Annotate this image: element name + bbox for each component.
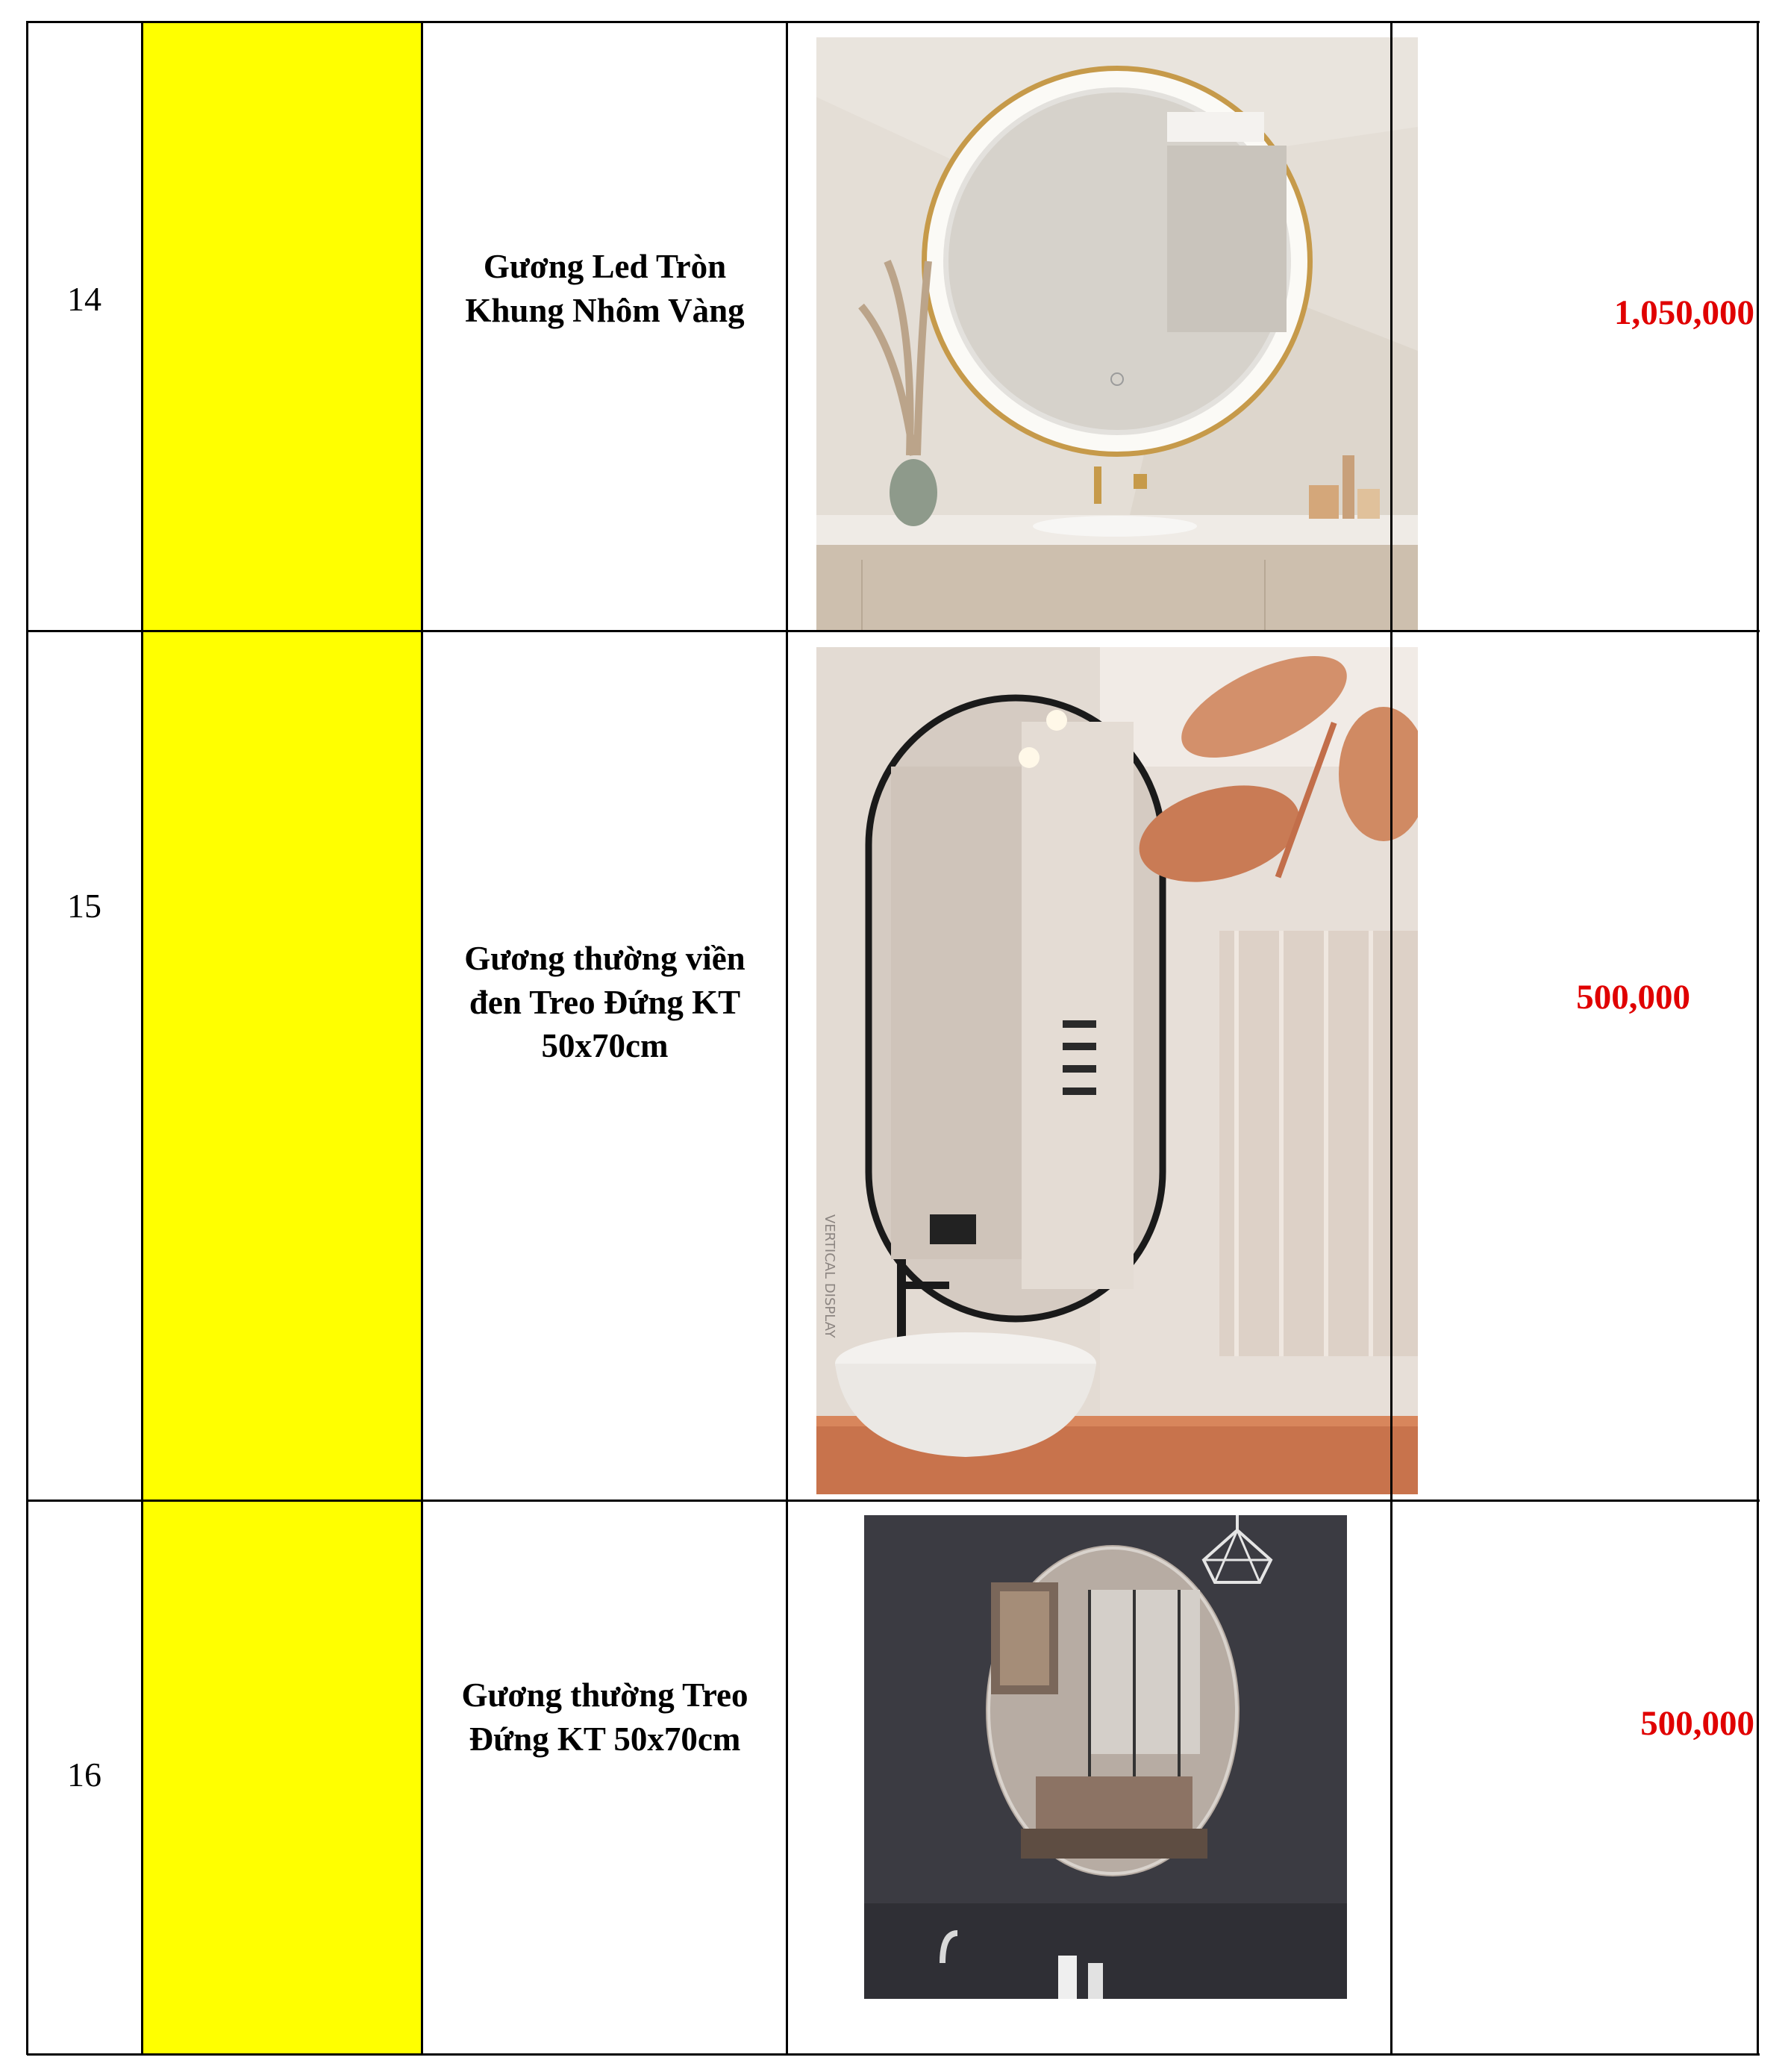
code-cell: [142, 1500, 422, 2055]
code-cell: [142, 21, 422, 631]
product-photo-oval-frameless-mirror: [864, 1515, 1347, 1999]
table-border: [1390, 21, 1392, 2055]
table-border: [1757, 21, 1759, 2055]
table-border: [141, 21, 143, 2055]
product-image-cell: [787, 631, 1392, 1500]
row-number-cell: [27, 1500, 142, 2055]
table-border: [27, 21, 1760, 23]
product-name-cell: [422, 631, 787, 1500]
price-cell: [1392, 631, 1757, 1500]
code-cell: [142, 631, 422, 1500]
price: 500,000: [1576, 978, 1690, 1017]
product-name: Gương Led Tròn Khung Nhôm Vàng: [465, 248, 745, 329]
table-row: [0, 631, 1788, 1500]
product-photo-oval-black-frame-mirror: [816, 647, 1418, 1494]
product-name: Gương thường viền đen Treo Đứng KT 50x70cm: [464, 940, 745, 1064]
price-cell: [1392, 1500, 1757, 2055]
table-row: [0, 1500, 1788, 2055]
table-border: [786, 21, 788, 2055]
photo-watermark: VERTICAL DISPLAY: [822, 1214, 837, 1338]
price: 1,050,000: [1614, 293, 1754, 332]
product-photo-round-led-mirror: [816, 37, 1418, 631]
table-border: [27, 2053, 1760, 2056]
table-border: [26, 21, 28, 2055]
table-row: [0, 21, 1788, 631]
product-image-cell: [787, 21, 1392, 631]
row-number: 16: [67, 1756, 101, 1794]
table-border: [27, 1500, 1760, 1502]
row-number: 15: [67, 887, 101, 925]
product-name-cell: [422, 21, 787, 631]
table-border: [27, 630, 1760, 632]
row-number: 14: [67, 280, 101, 318]
row-number-cell: [27, 21, 142, 631]
price-cell: [1392, 21, 1757, 631]
product-name-cell: [422, 1500, 787, 2055]
price: 500,000: [1640, 1704, 1754, 1743]
row-number-cell: [27, 631, 142, 1500]
product-name: Gương thường Treo Đứng KT 50x70cm: [461, 1676, 748, 1758]
table-border: [421, 21, 423, 2055]
product-image-cell: [787, 1500, 1392, 2055]
